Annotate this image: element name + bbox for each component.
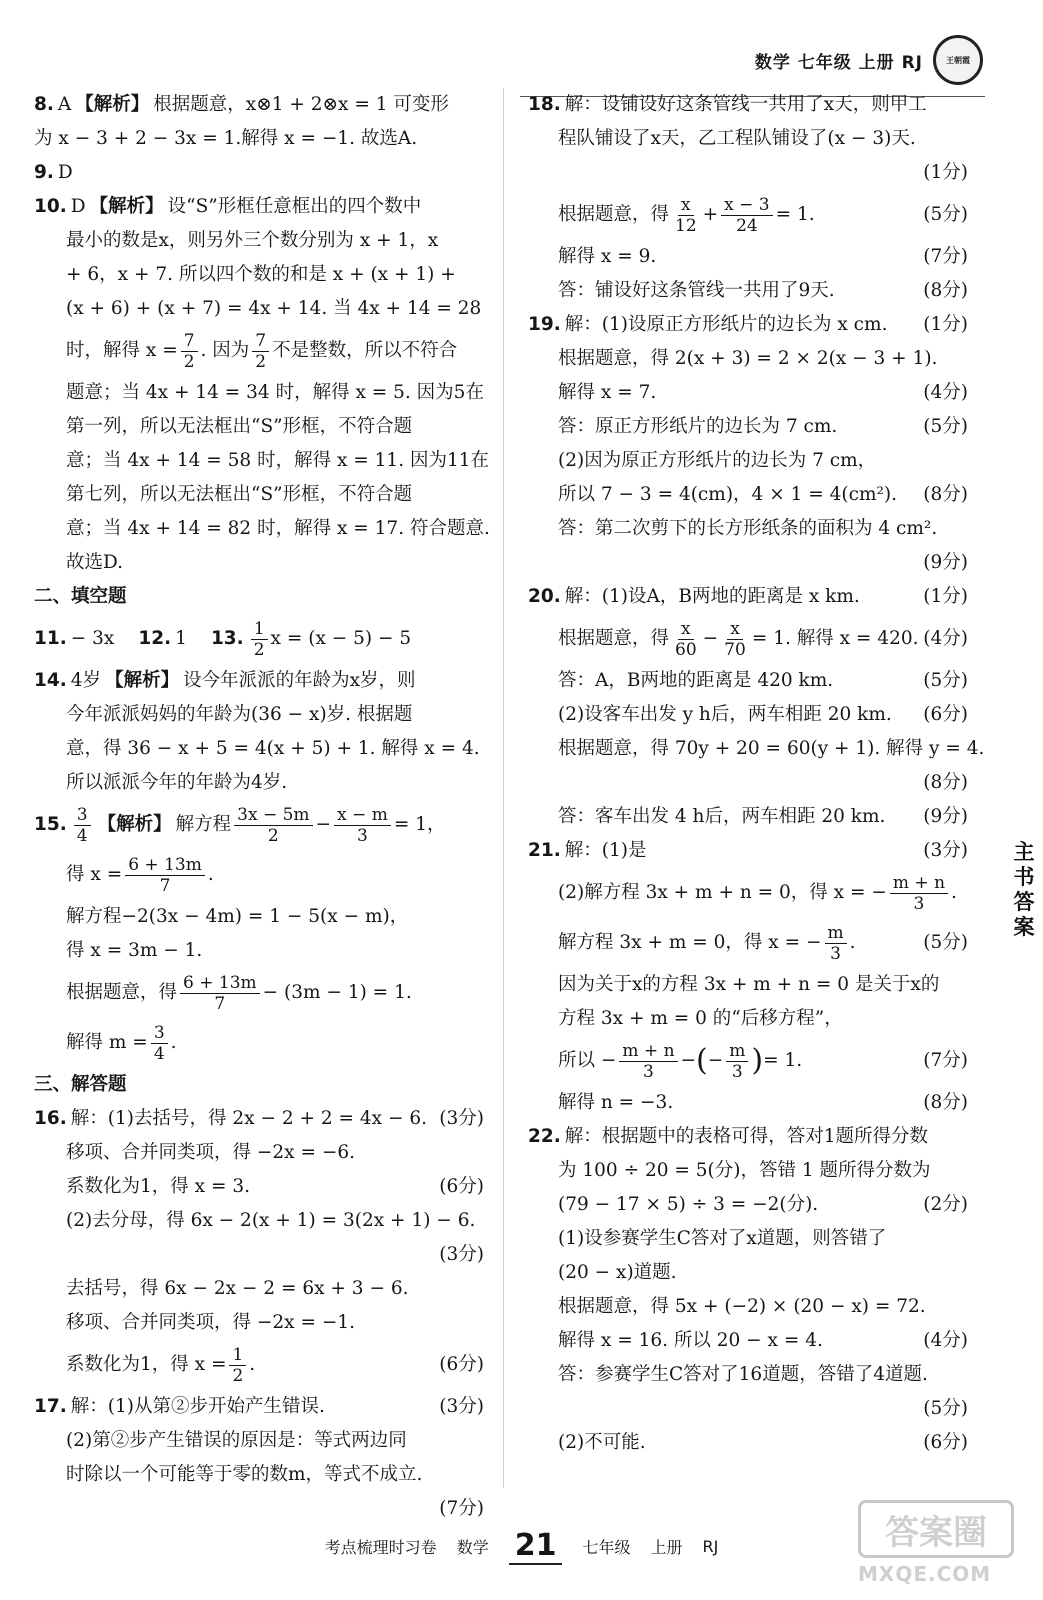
fraction: $\frac{x}{12}$ xyxy=(675,194,697,236)
q21-line7: 解得 n = −3. (8分) xyxy=(528,1086,968,1120)
q18-score2 xyxy=(528,156,968,190)
fraction: $\frac{1}{2}$ xyxy=(229,1345,246,1386)
q21-line5: 方程 3x + m = 0 的“后移方程”， xyxy=(558,1008,843,1029)
score: (9分) xyxy=(923,552,968,573)
watermark-logo: 答案圈 xyxy=(858,1500,1014,1558)
score: (3分) xyxy=(923,840,968,861)
header-title: 数学 七年级 上册 RJ xyxy=(754,52,923,73)
score: (3分) xyxy=(439,1396,484,1417)
q18-line1: 18. 解：设铺设好这条管线一共用了x天，则甲工 xyxy=(528,94,927,115)
q14-line1: 14. 4岁 【解析】 设今年派派的年龄为x岁，则 xyxy=(34,670,416,691)
score: (7分) xyxy=(923,246,968,267)
score: (3分) xyxy=(439,1108,484,1129)
q22-line4: (1)设参赛学生C答对了x道题，则答错了 xyxy=(558,1228,887,1249)
q10-line6: 题意；当 4x + 14 = 34 时，解得 x = 5. 因为5在 xyxy=(66,382,484,403)
score: (6分) xyxy=(439,1176,484,1197)
q10-line3: + 6，x + 7. 所以四个数的和是 x + (x + 1) + xyxy=(66,264,456,285)
q16-line4: (2)去分母，得 6x − 2(x + 1) = 3(2x + 1) − 6. xyxy=(66,1210,476,1231)
q10-line4: (x + 6) + (x + 7) = 4x + 14. 当 4x + 14 = 28 xyxy=(66,298,482,319)
q21-line4: 因为关于x的方程 3x + m + n = 0 是关于x的 xyxy=(558,974,940,995)
score: (7分) xyxy=(923,1050,968,1071)
q15-line4: 得 x = 3m − 1. xyxy=(66,940,203,961)
q21-line1: 21. 解：(1)是 (3分) xyxy=(528,834,968,868)
score: (1分) xyxy=(923,314,968,335)
q11-13-line: 11. − 3x 12. 1 13. $\frac{1}{2}$ x = (x − 5) − 5 xyxy=(34,618,412,660)
q16-line7: 系数化为1，得 x = $\frac{1}{2}$ . (6分) xyxy=(66,1344,484,1386)
q22-line3: (79 − 17 × 5) ÷ 3 = −2(分). (2分) xyxy=(528,1188,968,1222)
q20-line3: 答：A，B两地的距离是 420 km. (5分) xyxy=(528,664,968,698)
q16-line2: 移项、合并同类项，得 −2x = −6. xyxy=(66,1142,356,1163)
q10-line2: 最小的数是x，则另外三个数分别为 x + 1，x xyxy=(66,230,439,251)
q19-line1: 19. 解：(1)设原正方形纸片的边长为 x cm. (1分) xyxy=(528,308,968,342)
q17-line1: 17. 解：(1)从第②步开始产生错误. (3分) xyxy=(34,1390,484,1424)
q19-score7 xyxy=(528,546,968,580)
score: (5分) xyxy=(923,204,968,225)
score: (7分) xyxy=(439,1498,484,1519)
q20-line1: 20. 解：(1)设A，B两地的距离是 x km. (1分) xyxy=(528,580,968,614)
footer-volume: 上册 xyxy=(650,1537,683,1557)
q15-line1: 15. $\frac{3}{4}$ 【解析】 解方程 $\frac{3x - 5m}{2}$ − $\frac{x - m}{3}$ = 1， xyxy=(34,804,446,846)
fraction: $\frac{7}{2}$ xyxy=(252,331,269,372)
q19-line2: 根据题意，得 2(x + 3) = 2 × 2(x − 3 + 1). xyxy=(558,348,938,369)
score: (2分) xyxy=(923,1194,968,1215)
fraction: $\frac{x}{60}$ xyxy=(675,618,697,660)
q16-score4 xyxy=(34,1238,484,1272)
q19-line7: 答：第二次剪下的长方形纸条的面积为 4 cm². xyxy=(558,518,938,539)
q20-line5: 根据题意，得 70y + 20 = 60(y + 1). 解得 y = 4. xyxy=(558,738,985,759)
page-number: 21 xyxy=(509,1528,563,1565)
q19-line6: 所以 7 − 3 = 4(cm)，4 × 1 = 4(cm²). (8分) xyxy=(528,478,968,512)
fraction: $\frac{1}{2}$ xyxy=(251,619,268,660)
q22-line8: 答：参赛学生C答对了16道题，答错了4道题. xyxy=(558,1364,928,1385)
q22-line2: 为 100 ÷ 20 = 5(分)，答错 1 题所得分数为 xyxy=(558,1160,931,1181)
score: (6分) xyxy=(923,1432,968,1453)
q21-line6: 所以 − $\frac{m + n}{3}$ − ( − $\frac{m}{3}$ ) = 1. (7分) xyxy=(558,1040,968,1082)
footer-subject: 数学 xyxy=(456,1537,489,1557)
q16-line5: 去括号，得 6x − 2x − 2 = 6x + 3 − 6. xyxy=(66,1278,409,1299)
q10-line10: 意；当 4x + 14 = 82 时，解得 x = 17. 符合题意. xyxy=(66,518,490,539)
q20-line2: 根据题意，得 $\frac{x}{60}$ − $\frac{x}{70}$ = 1. 解得 x = 420. (4分) xyxy=(558,618,968,660)
q10-line5: 时，解得 x = $\frac{7}{2}$ . 因为 $\frac{7}{2}$ 不是整数，所以不符合 xyxy=(66,330,458,372)
q18-line4: 解得 x = 9. (7分) xyxy=(528,240,968,274)
score: (8分) xyxy=(923,484,968,505)
publisher-logo xyxy=(933,35,983,85)
q18-line2: 程队铺设了x天，乙工程队铺设了(x − 3)天. xyxy=(558,128,916,149)
q10-line1: 10. D 【解析】 设“S”形框任意框出的四个数中 xyxy=(34,196,422,217)
fraction: $\frac{6 + 13m}{7}$ xyxy=(125,855,205,896)
q14-line2: 今年派派妈妈的年龄为(36 − x)岁. 根据题 xyxy=(66,704,413,725)
fraction: $\frac{x}{70}$ xyxy=(724,618,746,660)
score: (9分) xyxy=(923,806,968,827)
fraction: $\frac{x - m}{3}$ xyxy=(334,805,391,846)
fraction: $\frac{m}{3}$ xyxy=(825,923,847,964)
left-column xyxy=(34,88,490,1526)
logo-text: 王朝霞 xyxy=(946,55,970,65)
section-fill-blank: 二、填空题 xyxy=(34,586,127,607)
q17-score3 xyxy=(34,1492,484,1526)
score: (4分) xyxy=(923,382,968,403)
score: (3分) xyxy=(439,1244,484,1265)
score: (4分) xyxy=(923,628,968,649)
score: (5分) xyxy=(923,670,968,691)
q15-line2: 得 x = $\frac{6 + 13m}{7}$ . xyxy=(66,854,214,896)
page-header xyxy=(755,28,983,92)
fraction: $\frac{6 + 13m}{7}$ xyxy=(180,973,260,1014)
q9-line: 9. D xyxy=(34,162,73,183)
section-solve: 三、解答题 xyxy=(34,1074,127,1095)
q8-line2: 为 x − 3 + 2 − 3x = 1.解得 x = −1. 故选A. xyxy=(34,128,418,149)
q10-line11: 故选D. xyxy=(66,552,124,573)
q20-score5 xyxy=(528,766,968,800)
q15-line6: 解得 m = $\frac{3}{4}$ . xyxy=(66,1022,177,1064)
q15-line5: 根据题意，得 $\frac{6 + 13m}{7}$ − (3m − 1) = 1. xyxy=(66,972,412,1014)
q18-line5: 答：铺设好这条管线一共用了9天. (8分) xyxy=(528,274,968,308)
footer-edition: RJ xyxy=(702,1536,719,1556)
fraction: $\frac{3x - 5m}{2}$ xyxy=(234,805,312,846)
q18-line3: 根据题意，得 $\frac{x}{12}$ + $\frac{x - 3}{24}$ = 1. (5分) xyxy=(558,194,968,236)
score: (8分) xyxy=(923,772,968,793)
column-divider xyxy=(503,88,504,1488)
right-column xyxy=(528,88,985,1460)
fraction: $\frac{7}{2}$ xyxy=(181,331,198,372)
fraction: $\frac{m}{3}$ xyxy=(726,1041,748,1082)
q10-line9: 第七列，所以无法框出“S”形框，不符合题 xyxy=(66,484,413,505)
q20-line6: 答：客车出发 4 h后，两车相距 20 km. (9分) xyxy=(528,800,968,834)
q14-line4: 所以派派今年的年龄为4岁. xyxy=(66,772,288,793)
q10-line8: 意；当 4x + 14 = 58 时，解得 x = 11. 因为11在 xyxy=(66,450,489,471)
q22-line9: (2)不可能. (6分) xyxy=(528,1426,968,1460)
fraction: $\frac{m + n}{3}$ xyxy=(890,873,948,914)
watermark xyxy=(858,1500,1018,1595)
fraction: $\frac{m + n}{3}$ xyxy=(619,1041,677,1082)
q22-score8 xyxy=(528,1392,968,1426)
q17-line2: (2)第②步产生错误的原因是：等式两边同 xyxy=(66,1430,407,1451)
q14-line3: 意，得 36 − x + 5 = 4(x + 5) + 1. 解得 x = 4. xyxy=(66,738,480,759)
score: (8分) xyxy=(923,280,968,301)
side-tab-label: 主书答案 xyxy=(1013,840,1035,939)
q16-line1: 16. 解：(1)去括号，得 2x − 2 + 2 = 4x − 6. (3分) xyxy=(34,1102,484,1136)
score: (5分) xyxy=(923,1398,968,1419)
score: (1分) xyxy=(923,162,968,183)
q21-line2: (2)解方程 3x + m + n = 0，得 x = − $\frac{m + n}{3}$ . xyxy=(558,872,957,914)
q22-line7: 解得 x = 16. 所以 20 − x = 4. (4分) xyxy=(528,1324,968,1358)
score: (8分) xyxy=(923,1092,968,1113)
score: (6分) xyxy=(439,1354,484,1375)
score: (5分) xyxy=(923,932,968,953)
score: (5分) xyxy=(923,416,968,437)
fraction: $\frac{x - 3}{24}$ xyxy=(721,195,772,236)
q19-line5: (2)因为原正方形纸片的边长为 7 cm， xyxy=(558,450,877,471)
footer-book: 考点梳理时习卷 xyxy=(324,1537,437,1557)
q19-line4: 答：原正方形纸片的边长为 7 cm. (5分) xyxy=(528,410,968,444)
score: (1分) xyxy=(923,586,968,607)
q19-line3: 解得 x = 7. (4分) xyxy=(528,376,968,410)
q22-line6: 根据题意，得 5x + (−2) × (20 − x) = 72. xyxy=(558,1296,926,1317)
q15-line3: 解方程−2(3x − 4m) = 1 − 5(x − m)， xyxy=(66,906,409,927)
q22-line1: 22. 解：根据题中的表格可得，答对1题所得分数 xyxy=(528,1126,929,1147)
watermark-url: MXQE.COM xyxy=(858,1562,992,1586)
q20-line4: (2)设客车出发 y h后，两车相距 20 km. (6分) xyxy=(528,698,968,732)
q17-line3: 时除以一个可能等于零的数m，等式不成立. xyxy=(66,1464,423,1485)
q21-line3: 解方程 3x + m = 0，得 x = − $\frac{m}{3}$ . (5分) xyxy=(558,922,968,964)
fraction: $\frac{3}{4}$ xyxy=(74,805,91,846)
q8-line1: 8. A 【解析】 根据题意，x⊗1 + 2⊗x = 1 可变形 xyxy=(34,94,449,115)
fraction: $\frac{3}{4}$ xyxy=(151,1023,168,1064)
q22-line5: (20 − x)道题. xyxy=(558,1262,677,1283)
score: (6分) xyxy=(923,704,968,725)
q16-line3: 系数化为1，得 x = 3. (6分) xyxy=(34,1170,484,1204)
score: (4分) xyxy=(923,1330,968,1351)
footer-grade: 七年级 xyxy=(582,1537,631,1557)
q10-line7: 第一列，所以无法框出“S”形框，不符合题 xyxy=(66,416,413,437)
q16-line6: 移项、合并同类项，得 −2x = −1. xyxy=(66,1312,356,1333)
